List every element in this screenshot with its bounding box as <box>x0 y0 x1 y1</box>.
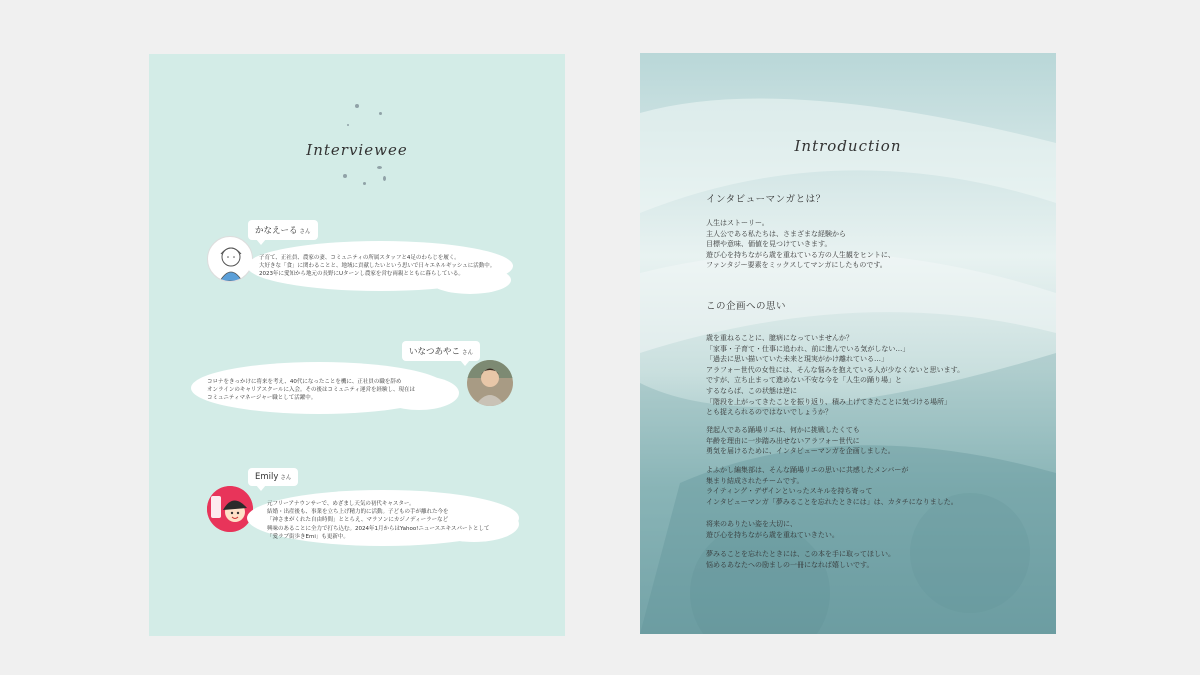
honorific: さん <box>299 229 311 235</box>
paragraph: 発起人である踊場リエは、何かに挑戦したくても 年齢を理由に一歩踏み出せないアラフォー世代に 勇気を届けるために、インタビューマンガを企画しました。 <box>706 426 895 456</box>
paragraph: 人生はストーリー。 主人公である私たちは、さまざまな経験から 目標や意味、価値を見つけていきます。 遊び心を持ちながら歳を重ねている方の人生観をヒントに、 ファンタジー要素をミックスしてマンガにしたものです。 <box>706 219 895 270</box>
paragraph: よふかし編集部は、そんな踊場リエの思いに共感したメンバーが 集まり結成されたチームです。 ライティング・デザインといったスキルを持ち寄って インタビューマンガ「夢みることを忘れたときには」は、カタチになりました。 <box>706 466 958 506</box>
ink-splatter <box>355 104 359 108</box>
avatar <box>467 360 513 406</box>
introduction-page <box>640 53 1056 634</box>
interviewee-bio: コロナをきっかけに将来を考え、40代になったことを機に、正社員の職を辞め オンラインのキャリアスクールに入会。その後はコミュニティ運営を経験し、現在は コミュニティマネージャー職として活躍中。 <box>207 379 415 402</box>
interviewee-name: いなつあやこ <box>409 347 461 357</box>
ink-splatter <box>383 176 386 181</box>
interviewee-name-tag <box>248 468 298 486</box>
page-title: Introduction <box>794 137 902 155</box>
paragraph: 夢みることを忘れたときには、この本を手に取ってほしい。 悩めるあなたへの励ましの一冊になれば嬉しいです。 <box>706 550 895 569</box>
ink-splatter <box>363 182 366 185</box>
ink-splatter <box>347 124 349 126</box>
ink-splatter <box>377 166 382 169</box>
interviewee-page <box>149 54 565 636</box>
interviewee-bio: 元フリーアナウンサーで、めざまし天気の初代キャスター。 結婚・出産後も、事業を立ち上げ精力的に活動。子どもの手が離れた今を 「神さまがくれた自由時間」ととらえ、マラソンにカジノディーラーなど 興味のあることに全力で打ち込む。2024年1月からはYahoo!ニュースエキスパートとして 「愛ラブ街歩きEmi」も更新中。 <box>267 501 490 540</box>
section-heading: インタビューマンガとは？ <box>706 194 826 205</box>
ink-splatter <box>379 112 382 115</box>
interviewee-name: かなえーる <box>255 226 298 236</box>
interviewee-name-tag <box>402 341 480 361</box>
page-title: Interviewee <box>306 141 408 159</box>
portrait-photo-icon <box>467 360 513 406</box>
interviewee-name-tag <box>248 220 318 240</box>
honorific: さん <box>280 475 292 481</box>
illustrated-avatar-icon <box>208 237 253 282</box>
illustrated-avatar-icon <box>207 486 253 532</box>
interviewee-name: Emily <box>255 472 279 482</box>
avatar <box>207 486 253 532</box>
paragraph: 将来のありたい姿を大切に、 遊び心を持ちながら歳を重ねていきたい。 <box>706 520 839 539</box>
ink-splatter <box>343 174 347 178</box>
interviewee-bio: 子育て、正社員、農家の妻、コミュニティの所属スタッフと4足のわらじを履く。 大好きな「食」に関わることと、地域に貢献したいという思いで日々エネルギッシュに活動中。 2023年に愛知から地元の長野にUターンし農家を営む両親とともに暮らしている。 <box>259 255 496 278</box>
honorific: さん <box>462 350 474 356</box>
avatar <box>207 236 253 282</box>
paragraph: 歳を重ねることに、臆病になっていませんか？ 「家事・子育て・仕事に追われ、前に進んでいる気がしない…」 「過去に思い描いていた未来と現実がかけ離れている…」 アラフォー世代の女性には、そんな悩みを抱えている人が少なくないと思います。 ですが、立ち止まって進めない不安な今を「人生の踊り場」と するならば、この状態は逆に 「階段を上がってきたことを振り返り、積み上げてきたことに気づける場所」 とも捉えられるのではないでしょうか？ <box>706 334 965 417</box>
section-heading: この企画への思い <box>706 301 787 312</box>
